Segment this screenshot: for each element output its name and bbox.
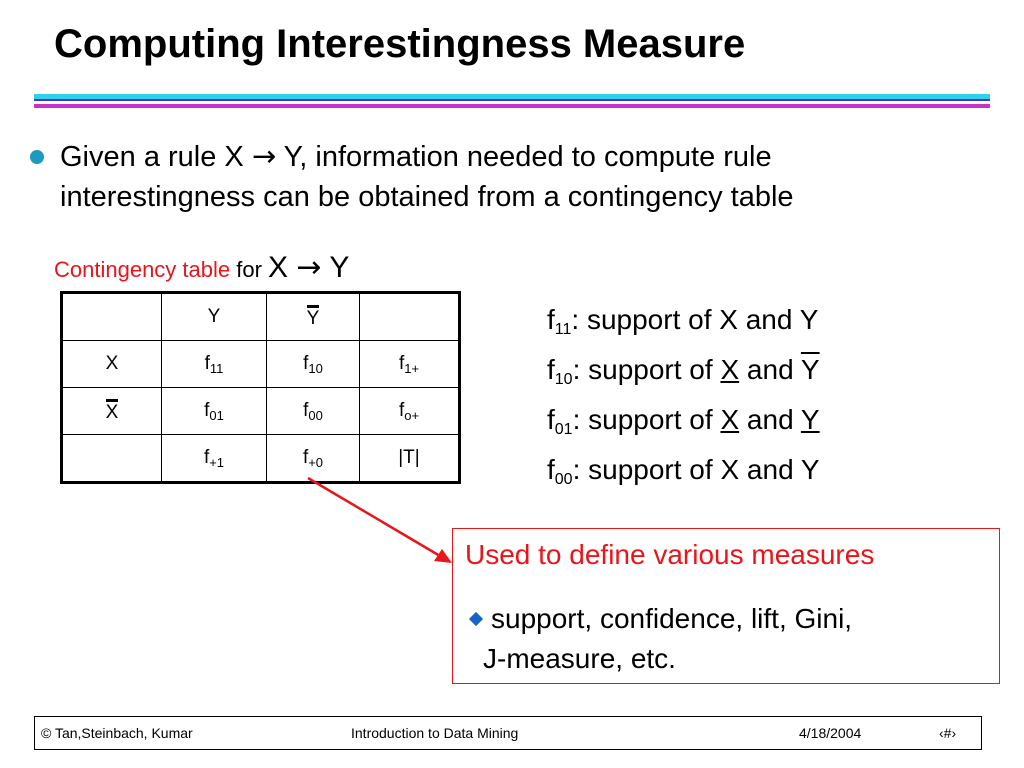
caption-red-text: Contingency table [54,257,231,282]
footer-book: Introduction to Data Mining [351,725,519,741]
table-row [62,341,460,388]
definition-line: $f_{00}$: support of X and Y [547,454,820,488]
table-row [62,388,460,435]
caption-for: for [230,257,269,282]
definition-line: $f_{11}$: support of X and Y [547,304,819,338]
measures-callout [452,528,1000,684]
arrow-icon: → [251,139,277,173]
slide-title: Computing Interestingness Measure [54,22,746,66]
definition-line: $f_{10}$: support of X and $\overline{Y}$ [547,354,820,388]
footer-date: 4/18/2004 [799,725,862,741]
contingency-table [60,291,461,484]
table-cell: $f_{o+}$ [360,388,460,435]
callout-item: support, confidence, lift, Gini, J-measure, etc. [483,603,853,674]
table-header-y: Y [162,293,267,341]
connector-arrow-icon [300,470,470,570]
table-caption: Contingency table for X → Y [54,250,350,285]
row-label-x: X [62,341,162,388]
main-bullet [60,136,794,217]
table-cell: $f_{10}$ [267,341,360,388]
table-cell: $f_{+0}$ [267,435,360,483]
table-cell: $f_{01}$ [162,388,267,435]
definition-line: $f_{01}$: support of X and Y [547,404,820,438]
arrow-icon: → [296,250,322,285]
diamond-bullet-icon [469,612,483,626]
table-cell: $f_{00}$ [267,388,360,435]
footer-page-number: ‹#› [939,725,957,741]
slide-footer [34,716,982,750]
bullet-line-1: Given a rule X → Y, information needed to compute rule [60,139,772,173]
table-cell: $f_{+1}$ [162,435,267,483]
underline-bar-magenta [34,104,990,108]
table-cell: |T| [360,435,460,483]
table-cell [62,435,162,483]
table-header-not-y: Y [267,293,360,341]
table-header-row [62,293,460,341]
bullet-line-2: interestingness can be obtained from a contingency table [60,181,794,213]
row-label-not-x: X [62,388,162,435]
definitions-list [547,300,820,500]
table-cell: $f_{1+}$ [360,341,460,388]
footer-authors: © Tan,Steinbach, Kumar [41,725,193,741]
callout-title: Used to define various measures [465,539,875,570]
table-cell [62,293,162,341]
bullet-circle-icon [30,150,44,164]
underline-bar-blue [34,99,990,101]
table-cell [360,293,460,341]
table-cell: $f_{11}$ [162,341,267,388]
